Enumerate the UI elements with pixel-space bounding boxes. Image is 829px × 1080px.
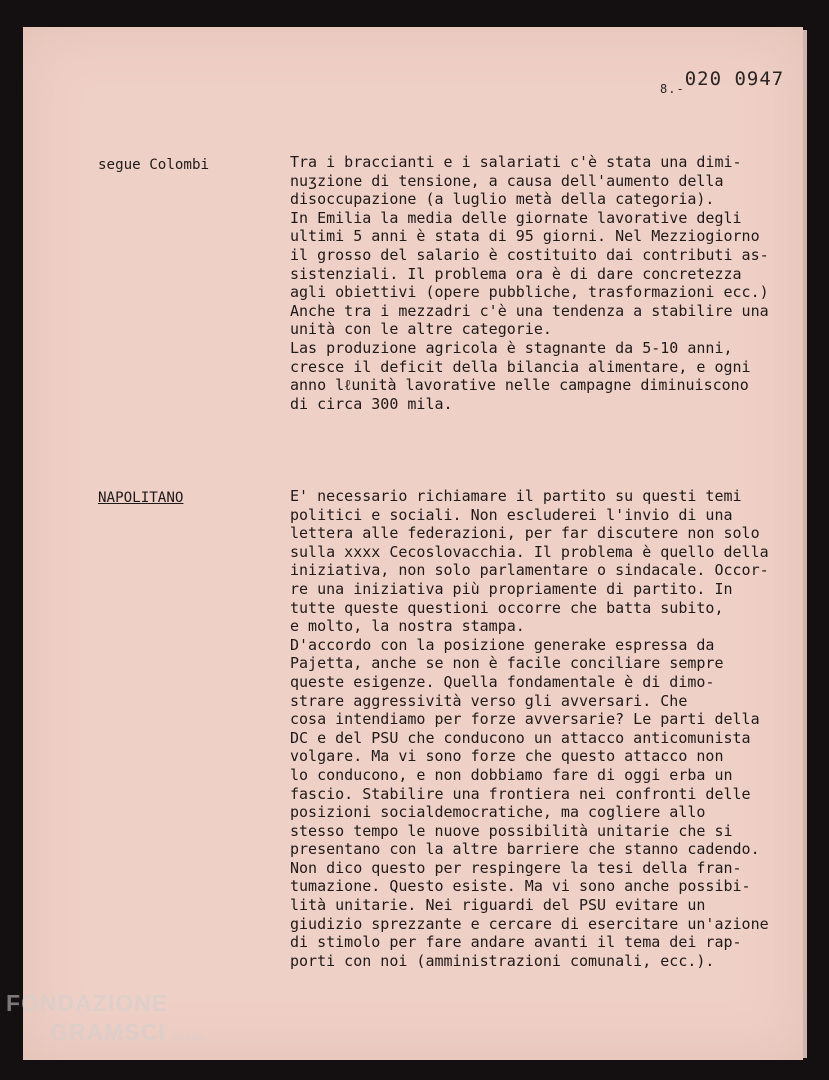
document-number-prefix: 8.-	[660, 82, 685, 96]
watermark-suffix: online	[173, 1032, 204, 1042]
watermark-line2: GRAMSCI online	[50, 1019, 204, 1045]
speech-text-napolitano: E' necessario richiamare il partito su questi temi politici e sociali. Non escluderei l'invio di una lettera alle federazioni, per far discutere non solo sulla xxxx Cecoslovacchia. Il problema è quello della iniziativa, non solo parlamentare o sindacale. Occor- re una iniziativa più propriamente di partito. In tutte queste questioni occorre che batta subito, e molto, la nostra stampa. D'accordo con la posizione generake espressa da Pajetta, anche se non è facile conciliare sempre queste esigenze. Quella fondamentale è di dimo- strare aggressività verso gli avversari. Che cosa intendiamo per forze avversarie? Le parti della DC e del PSU che conducono un attacco anticomunista volgare. Ma vi sono forze che questo attacco non lo conducono, e non dobbiamo fare di oggi erba un fascio. Stabilire una frontiera nei confronti delle posizioni socialdemocratiche, ma cogliere allo stesso tempo le nuove possibilità unitarie che si presentano con la altre barriere che stanno cadendo. Non dico questo per respingere la tesi della fran- tumazione. Questo esiste. Ma vi sono anche possibi- lità unitarie. Nei riguardi del PSU evitare un giudizio sprezzante e cercare di esercitare un'azione di stimolo per fare andare avanti il tema dei rap- porti con noi (amministrazioni comunali, ecc.).	[290, 487, 769, 970]
watermark-line1: FONDAZIONE	[6, 990, 169, 1016]
speech-text-colombi: Tra i braccianti e i salariati c'è stata una dimi- nuʒzione di tensione, a causa dell'aumento della disoccupazione (a luglio metà della categoria). In Emilia la media delle giornate lavorative degli ultimi 5 anni è stata di 95 giorni. Nel Mezziogiorno il grosso del salario è costituito dai contributi as- sistenziali. Il problema ora è di dare concretezza agli obiettivi (opere pubbliche, trasformazioni ecc.) Anche tra i mezzadri c'è una tendenza a stabilire una unità con le altre categorie. Las produzione agricola è stagnante da 5-10 anni, cresce il deficit della bilancia alimentare, e ogni anno lℓunità lavorative nelle campagne diminuiscono di circa 300 mila.	[290, 153, 769, 413]
speaker-label: segue Colombi	[98, 157, 210, 173]
fondazione-gramsci-watermark	[6, 990, 204, 1046]
document-number-value: 020 0947	[684, 68, 785, 90]
document-number	[660, 68, 785, 96]
show-through-reverse-side	[95, 440, 202, 478]
speaker-label-napolitano: NAPOLITANO	[98, 490, 184, 506]
show-through-reverse-side-2	[95, 748, 212, 786]
page-edge	[803, 30, 807, 1058]
